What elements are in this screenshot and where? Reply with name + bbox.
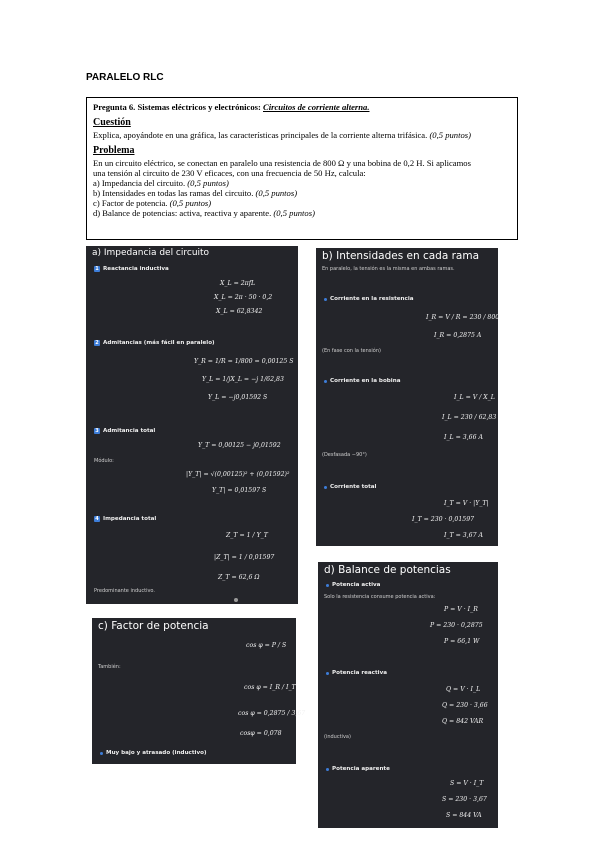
step-label: Impedancia total: [103, 516, 157, 522]
document-title: PARALELO RLC: [86, 72, 164, 83]
formula-cos-ps: cos φ = P / S: [246, 642, 287, 649]
formula-it: I_T = V · |Y_T|: [444, 500, 489, 507]
potencia-aparente-header: [326, 766, 390, 772]
problem-heading-topic: Circuitos de corriente alterna.: [263, 102, 370, 112]
problem-item-text: b) Intensidades en todas las ramas del circuito.: [93, 188, 254, 198]
bullet-dot-icon: [324, 380, 327, 383]
problem-item-points: (0,5 puntos): [187, 178, 229, 188]
fase-note: (En fase con la tensión): [322, 348, 381, 354]
panel-title: d) Balance de potencias: [324, 564, 451, 576]
cuestion-body: Explica, apoyándote en una gráfica, las características principales de la corriente alterna trifásica.: [93, 130, 428, 140]
panel-title: c) Factor de potencia: [98, 620, 209, 632]
panel-impedancia: [86, 246, 298, 604]
cuestion-label: Cuestión: [93, 117, 131, 128]
problem-heading: [93, 102, 511, 112]
problem-item-points: (0,5 puntos): [169, 198, 212, 208]
panel-title: b) Intensidades en cada rama: [322, 250, 480, 262]
step-3-header: [94, 428, 155, 434]
formula-yl: Y_L = 1/jX_L = −j 1/62,83: [202, 376, 284, 383]
corriente-bobina-header: [324, 378, 400, 384]
step-label: Reactancia inductiva: [103, 266, 169, 272]
problem-item-d: [93, 208, 511, 218]
bullet-dot-icon: [326, 768, 329, 771]
formula-zt-modulo: |Z_T| = 1 / 0,01597: [214, 554, 275, 561]
formula-ir: I_R = V / R = 230 / 800: [426, 314, 500, 321]
potencia-activa-intro: Solo la resistencia consume potencia activa:: [324, 594, 436, 600]
panel-intro: En paralelo, la tensión es la misma en ambas ramas.: [322, 266, 455, 272]
step-number-badge: 1: [95, 266, 99, 272]
step-label: Admitancias (más fácil en paralelo): [103, 340, 215, 346]
section-label: Corriente total: [330, 484, 377, 490]
section-label: Potencia activa: [332, 582, 381, 588]
formula-yt-modulo: |Y_T| = √(0,00125)² + (0,01592)²: [186, 471, 290, 478]
formula-q-sub: Q = 230 · 3,66: [442, 702, 488, 709]
formula-xl-sub: X_L = 2π · 50 · 0,2: [214, 294, 273, 301]
formula-ir-result: I_R = 0,2875 A: [434, 332, 482, 339]
step-label: Admitancia total: [103, 428, 156, 434]
formula-p-result: P = 66,1 W: [444, 638, 480, 645]
factor-potencia-conclusion: [100, 750, 207, 756]
problema-text-2: una tensión al circuito de 230 V eficaces, con una frecuencia de 50 Hz, calcula:: [93, 168, 366, 178]
formula-il: I_L = V / X_L: [454, 394, 495, 401]
desfase-note: (Desfasada −90°): [322, 452, 367, 458]
problem-statement-box: [86, 97, 518, 240]
bullet-dot-icon: [326, 584, 329, 587]
formula-p-sub: P = 230 · 0,2875: [430, 622, 483, 629]
inductiva-note: (inductiva): [324, 734, 351, 740]
step-number-badge: 3: [95, 428, 99, 434]
cuestion-points: (0,5 puntos): [429, 130, 471, 140]
formula-zt-result: Z_T = 62,6 Ω: [218, 574, 260, 581]
problem-heading-text: Pregunta 6. Sistemas eléctricos y electrónicos:: [93, 102, 263, 112]
formula-q: Q = V · I_L: [446, 686, 481, 693]
formula-s: S = V · I_T: [450, 780, 484, 787]
problem-item-text: c) Factor de potencia.: [93, 198, 168, 208]
problema-text-1: En un circuito eléctrico, se conectan en paralelo una resistencia de 800 Ω y una bobina de 0,2 H. Si aplicamos: [93, 158, 471, 168]
formula-it-sub: I_T = 230 · 0,01597: [412, 516, 475, 523]
step-number-badge: 2: [95, 340, 99, 346]
tambien-label: También:: [98, 664, 121, 670]
step-4-header: [94, 516, 156, 522]
formula-cos-ir-it: cos φ = I_R / I_T: [244, 684, 296, 691]
panel-title: a) Impedancia del circuito: [92, 248, 210, 258]
formula-p: P = V · I_R: [444, 606, 478, 613]
bullet-dot-icon: [326, 672, 329, 675]
cuestion-text: [93, 130, 511, 140]
formula-yt: Y_T = 0,00125 − j0,01592: [198, 442, 281, 449]
formula-yr: Y_R = 1/R = 1/800 = 0,00125 S: [194, 358, 294, 365]
section-label: Potencia aparente: [332, 766, 390, 772]
formula-cos-result: cosφ = 0,078: [240, 730, 282, 737]
formula-il-sub: I_L = 230 / 62,83: [442, 414, 497, 421]
formula-xl: X_L = 2πfL: [220, 280, 256, 287]
formula-it-result: I_T = 3,67 A: [444, 532, 483, 539]
corriente-total-header: [324, 484, 376, 490]
formula-cos-sub: cos φ = 0,2875 / 3,67: [238, 710, 306, 717]
formula-yl-result: Y_L = −j0,01592 S: [208, 394, 268, 401]
problem-item-text: a) Impedancia del circuito.: [93, 178, 186, 188]
formula-zt: Z_T = 1 / Y_T: [226, 532, 268, 539]
panel-balance-potencias: [318, 562, 498, 828]
section-label: Corriente en la bobina: [330, 378, 401, 384]
scroll-indicator[interactable]: [234, 598, 238, 602]
panel-factor-potencia: [92, 618, 306, 764]
potencia-activa-header: [326, 582, 380, 588]
panel-intensidades: [316, 248, 498, 546]
step-2-header: [94, 340, 215, 346]
problem-item-b: [93, 188, 511, 198]
formula-s-sub: S = 230 · 3,67: [442, 796, 487, 803]
formula-il-result: I_L = 3,66 A: [444, 434, 483, 441]
problem-item-a: [93, 178, 511, 188]
problema-label: Problema: [93, 145, 135, 156]
problem-item-c: [93, 198, 511, 208]
step-number-badge: 4: [95, 516, 99, 522]
predominant-note: Predominante inductivo.: [94, 588, 155, 594]
step-1-header: [94, 266, 169, 272]
section-label: Potencia reactiva: [332, 670, 388, 676]
modulo-label: Módulo:: [94, 458, 114, 464]
section-label: Corriente en la resistencia: [330, 296, 414, 302]
potencia-reactiva-header: [326, 670, 387, 676]
bullet-dot-icon: [100, 752, 103, 755]
formula-s-result: S = 844 VA: [446, 812, 482, 819]
problem-item-points: (0,5 puntos): [255, 188, 298, 198]
bullet-dot-icon: [324, 298, 327, 301]
formula-xl-result: X_L = 62,8342: [216, 308, 263, 315]
bullet-dot-icon: [324, 486, 327, 489]
conclusion-label: Muy bajo y atrasado (inductivo): [106, 750, 207, 756]
problem-item-text: d) Balance de potencias: activa, reactiva y aparente.: [93, 208, 272, 218]
problem-item-points: (0,5 puntos): [273, 208, 315, 218]
formula-yt-result: Y_T| = 0,01597 S: [212, 487, 267, 494]
formula-q-result: Q = 842 VAR: [442, 718, 484, 725]
corriente-resistencia-header: [324, 296, 414, 302]
